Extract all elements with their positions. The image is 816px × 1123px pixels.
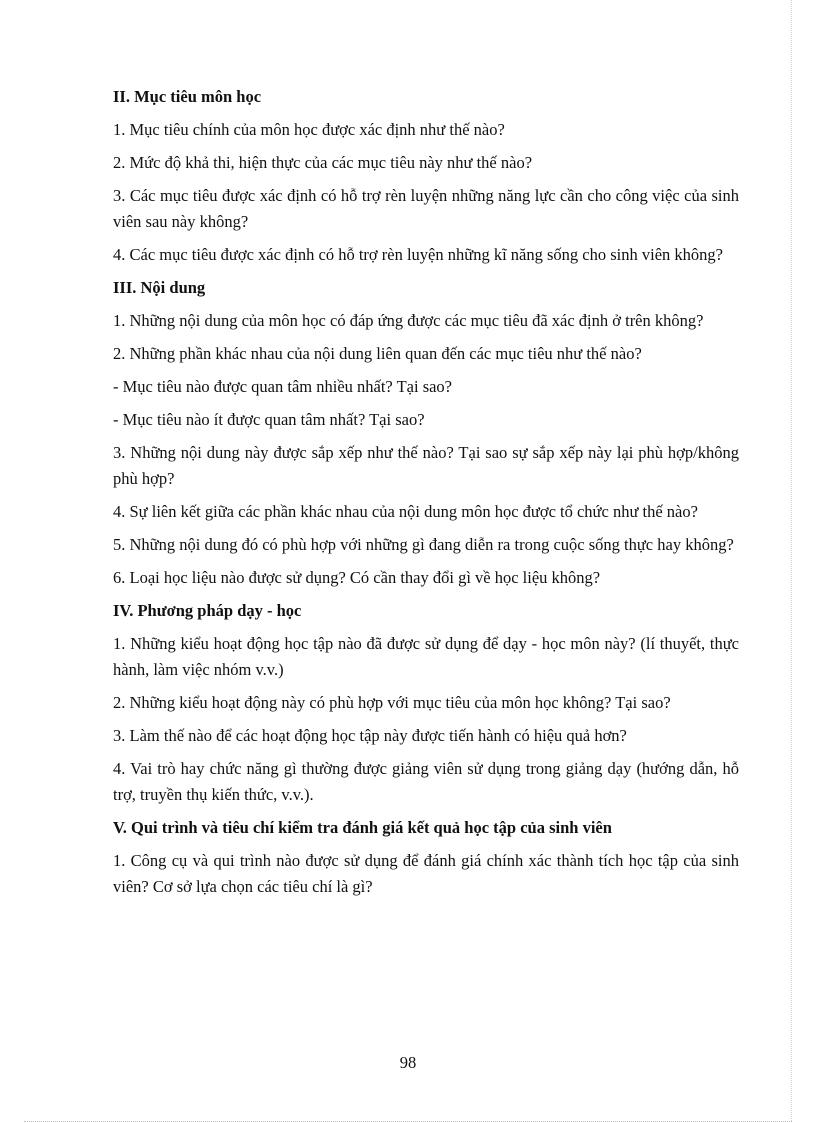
page-number: 98 <box>399 1053 417 1072</box>
question-item: 3. Làm thế nào để các hoạt động học tập này được tiến hành có hiệu quả hơn? <box>113 726 627 745</box>
section-phuong-phap <box>113 598 739 808</box>
section-heading: II. Mục tiêu môn học <box>113 87 262 106</box>
question-item: 6. Loại học liệu nào được sử dụng? Có cần thay đổi gì về học liệu không? <box>113 568 601 587</box>
section-heading: III. Nội dung <box>113 278 206 297</box>
question-item: 3. Các mục tiêu được xác định có hỗ trợ rèn luyện những năng lực cần cho công việc của sinh viên sau này không? <box>113 186 739 231</box>
question-item: 5. Những nội dung đó có phù hợp với những gì đang diễn ra trong cuộc sống thực hay không? <box>113 535 734 554</box>
section-noi-dung <box>113 275 739 591</box>
question-item: 4. Các mục tiêu được xác định có hỗ trợ rèn luyện những kĩ năng sống cho sinh viên không? <box>113 245 723 264</box>
section-qui-trinh <box>113 815 739 900</box>
question-item: 2. Mức độ khả thi, hiện thực của các mục tiêu này như thế nào? <box>113 153 533 172</box>
question-item: 3. Những nội dung này được sắp xếp như thế nào? Tại sao sự sắp xếp này lại phù hợp/không phù hợp? <box>113 443 739 488</box>
section-heading: IV. Phương pháp dạy - học <box>113 601 302 620</box>
question-item: 1. Những nội dung của môn học có đáp ứng được các mục tiêu đã xác định ở trên không? <box>113 311 704 330</box>
section-heading: V. Qui trình và tiêu chí kiểm tra đánh giá kết quả học tập của sinh viên <box>113 818 612 837</box>
section-muc-tieu <box>113 84 739 268</box>
question-item: - Mục tiêu nào được quan tâm nhiều nhất? Tại sao? <box>113 377 453 396</box>
question-item: - Mục tiêu nào ít được quan tâm nhất? Tại sao? <box>113 410 425 429</box>
question-item: 1. Công cụ và qui trình nào được sử dụng để đánh giá chính xác thành tích học tập của sinh viên? Cơ sở lựa chọn các tiêu chí là gì? <box>113 851 739 896</box>
page-content <box>113 84 739 907</box>
question-item: 4. Sự liên kết giữa các phần khác nhau của nội dung môn học được tổ chức như thế nào? <box>113 502 698 521</box>
question-item: 2. Những phần khác nhau của nội dung liên quan đến các mục tiêu như thế nào? <box>113 344 642 363</box>
question-item: 4. Vai trò hay chức năng gì thường được giảng viên sử dụng trong giảng dạy (hướng dẫn, hỗ trợ, truyền thụ kiến thức, v.v.). <box>113 759 739 804</box>
page-edge-bottom <box>24 1121 792 1122</box>
page-edge-right <box>791 0 792 1121</box>
question-item: 1. Mục tiêu chính của môn học được xác định như thế nào? <box>113 120 505 139</box>
question-item: 2. Những kiểu hoạt động này có phù hợp với mục tiêu của môn học không? Tại sao? <box>113 693 671 712</box>
question-item: 1. Những kiểu hoạt động học tập nào đã được sử dụng để dạy - học môn này? (lí thuyết, thực hành, làm việc nhóm v.v.) <box>113 634 739 679</box>
